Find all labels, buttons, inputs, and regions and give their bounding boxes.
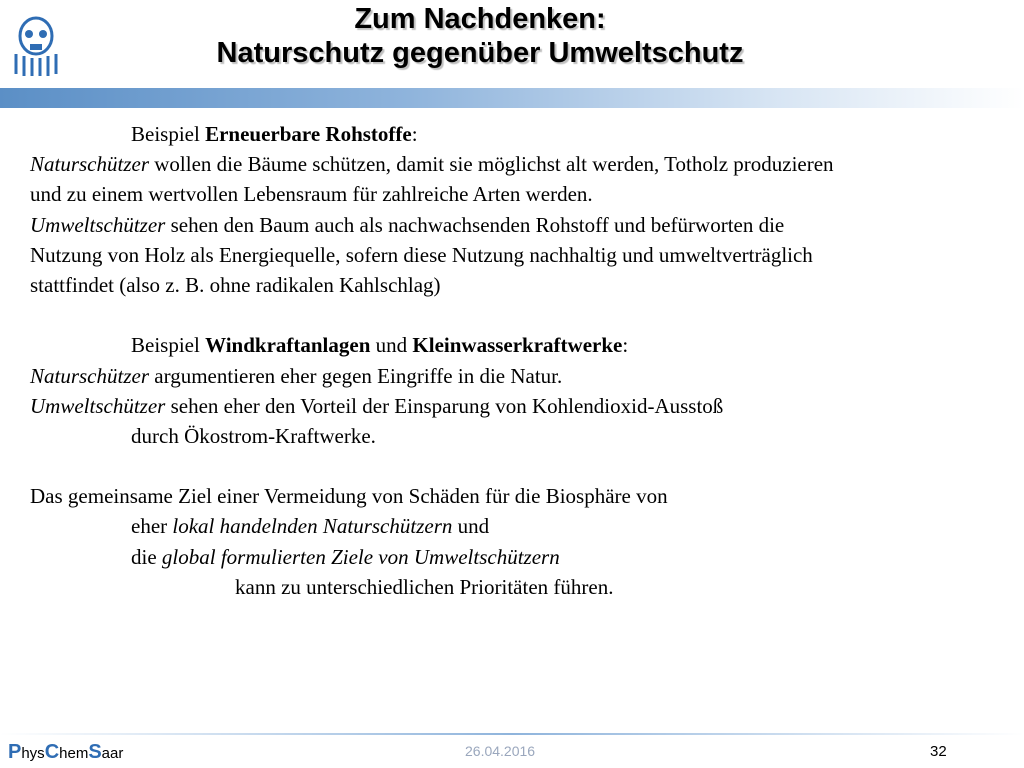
page-number: 32 [930, 743, 947, 760]
title-bar-divider [0, 88, 1024, 108]
text-line: durch Ökostrom-Kraftwerke. [131, 423, 376, 448]
text-line: Umweltschützer sehen eher den Vorteil der Einsparung von Kohlendioxid-Ausstoß [30, 393, 724, 418]
blank-line [30, 451, 1020, 481]
footer-brand: PhysChemSaar [8, 741, 124, 763]
text-line: Naturschützer argumentieren eher gegen Eingriffe in die Natur. [30, 363, 563, 388]
text-line: Umweltschützer sehen den Baum auch als nachwachsenden Rohstoff und befürworten die [30, 212, 785, 237]
title-line-2: Naturschutz gegenüber Umweltschutz [216, 37, 744, 69]
page-title [0, 2, 960, 70]
text-line: stattfindet (also z. B. ohne radikalen Kahlschlag) [30, 272, 441, 297]
text-line: Beispiel Erneuerbare Rohstoffe: [131, 122, 418, 146]
blank-line [30, 300, 1020, 330]
text-line: die global formulierten Ziele von Umweltschützern [131, 544, 560, 569]
text-line: kann zu unterschiedlichen Prioritäten führen. [235, 574, 614, 599]
footer-date: 26.04.2016 [465, 743, 536, 759]
text-line: Naturschützer wollen die Bäume schützen, damit sie möglichst alt werden, Totholz produzieren [30, 152, 834, 177]
text-line: eher lokal handelnden Naturschützern und [131, 514, 490, 539]
slide-body [30, 119, 1020, 602]
footer-divider [0, 733, 1024, 735]
text-line: Nutzung von Holz als Energiequelle, sofern diese Nutzung nachhaltig und umweltverträglich [30, 242, 813, 267]
text-line: Beispiel Windkraftanlagen und Kleinwasserkraftwerke: [131, 333, 629, 358]
text-line: und zu einem wertvollen Lebensraum für zahlreiche Arten werden. [30, 182, 593, 207]
title-line-1: Zum Nachdenken: [354, 3, 606, 35]
text-line: Das gemeinsame Ziel einer Vermeidung von Schäden für die Biosphäre von [30, 484, 668, 509]
